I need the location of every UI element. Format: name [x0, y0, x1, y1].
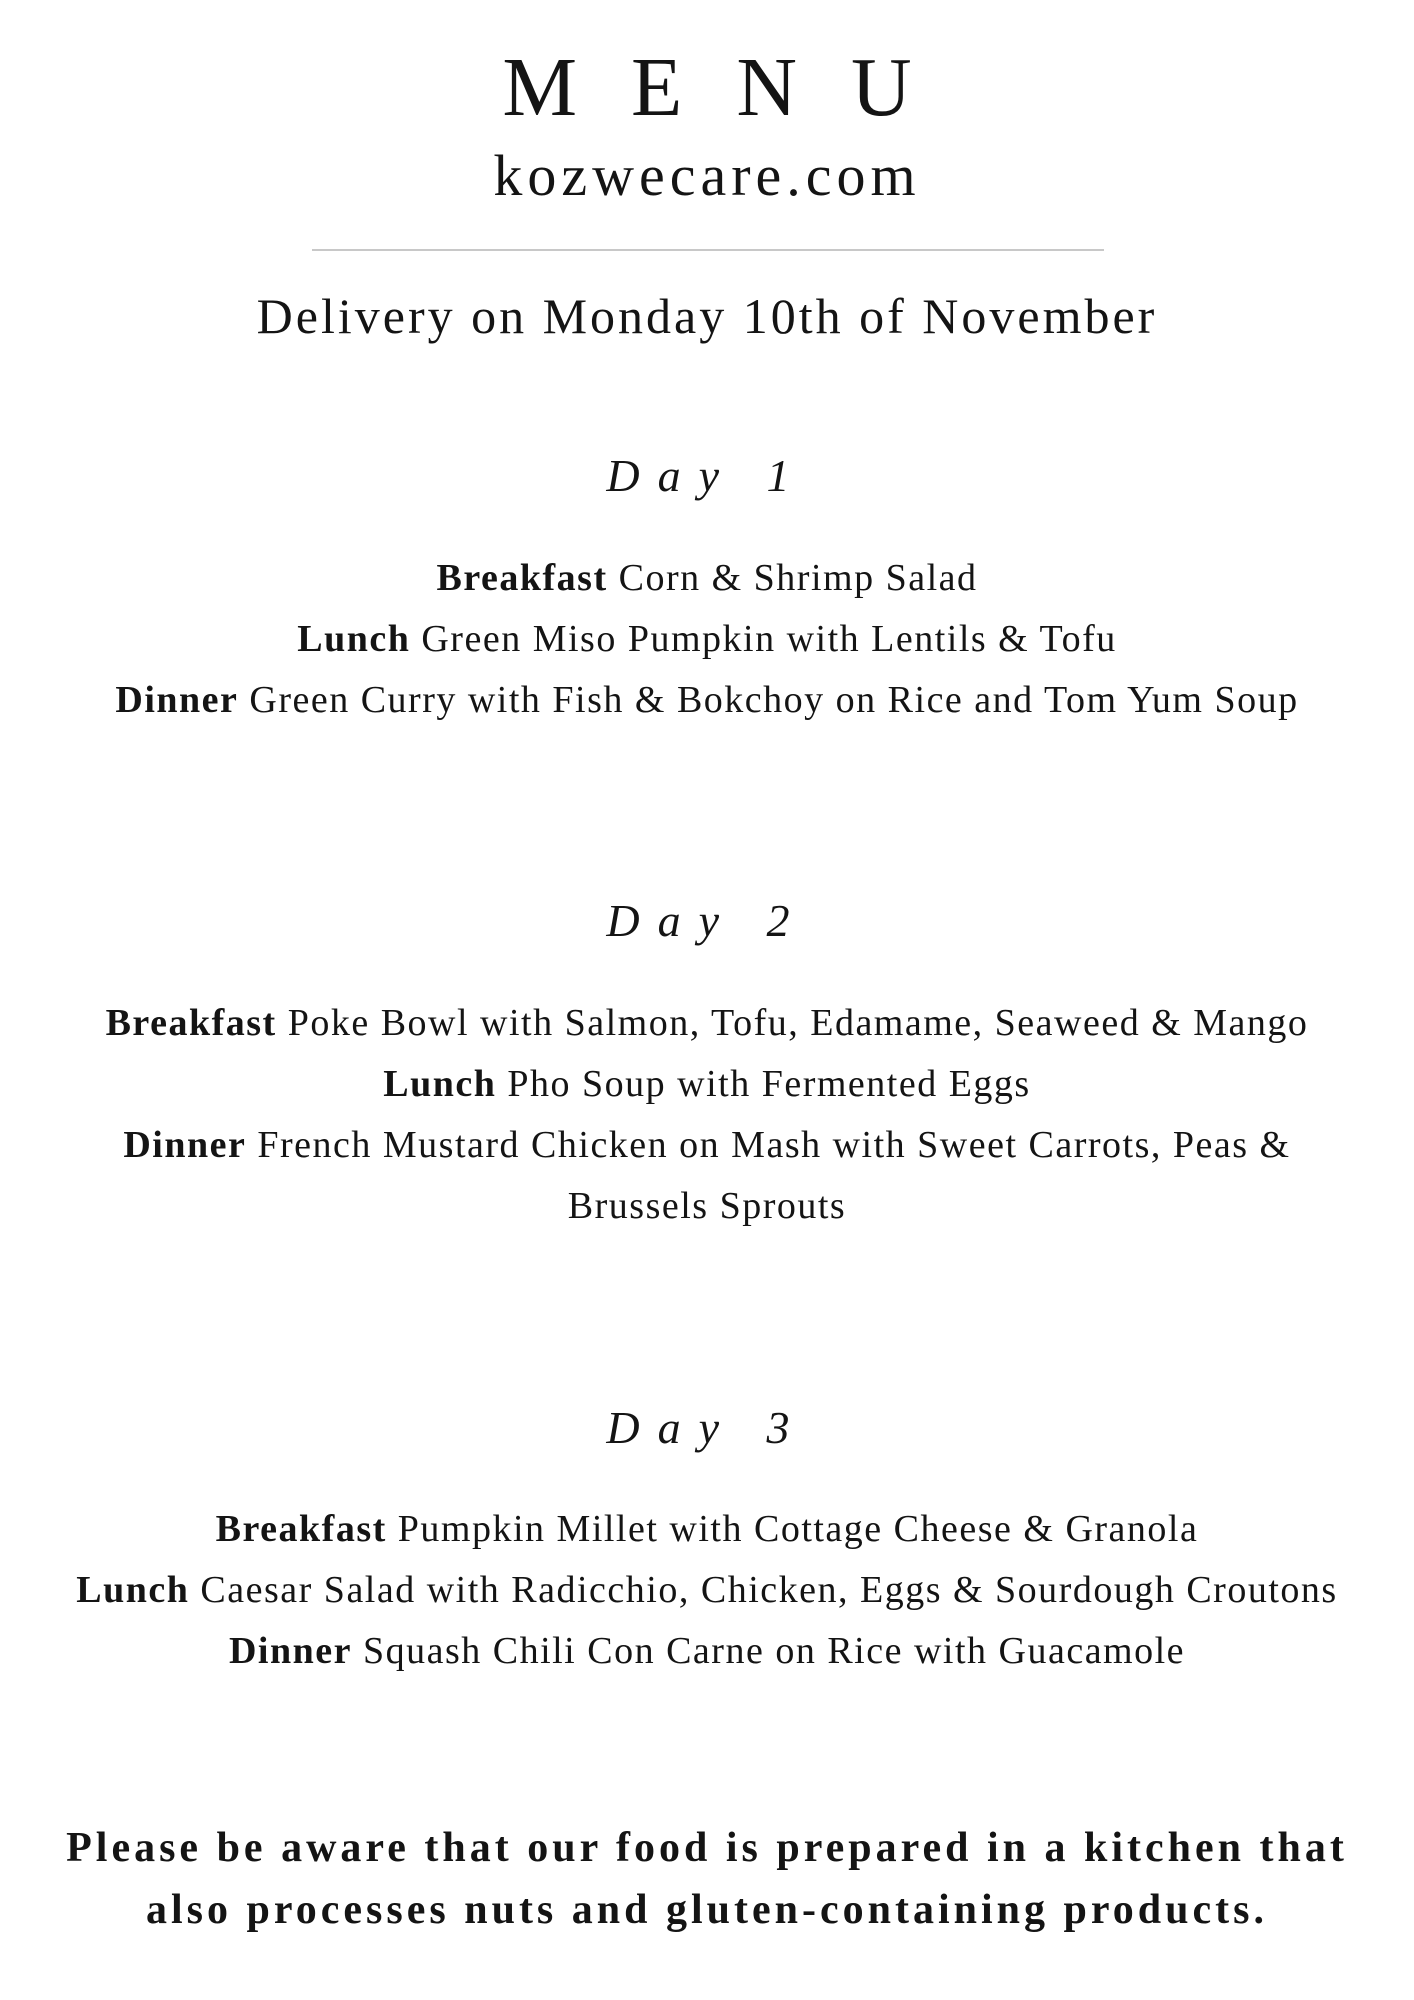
day-3-title: Day 3	[606, 1402, 808, 1453]
meal-dish: Pumpkin Millet with Cottage Cheese & Granola	[397, 1508, 1199, 1550]
meal-breakfast	[60, 548, 1354, 609]
meal-lunch	[60, 609, 1354, 670]
day-1-meals	[60, 548, 1354, 731]
meal-dinner	[60, 1621, 1354, 1682]
day-1-title: Day 1	[606, 450, 808, 501]
day-3-meals	[60, 1499, 1354, 1682]
meal-label: Breakfast	[105, 1002, 277, 1044]
meal-dish: Green Miso Pumpkin with Lentils & Tofu	[421, 618, 1117, 660]
meal-lunch	[60, 1560, 1354, 1621]
meal-lunch	[60, 1054, 1354, 1115]
delivery-date: Delivery on Monday 10th of November	[256, 288, 1158, 344]
day-2-title: Day 2	[606, 895, 808, 946]
website-text: kozwecare.com	[493, 143, 921, 208]
meal-label: Lunch	[383, 1063, 497, 1105]
meal-label: Dinner	[123, 1124, 247, 1166]
meal-dish: Poke Bowl with Salmon, Tofu, Edamame, Seaweed & Mango	[287, 1002, 1309, 1044]
meal-dinner	[60, 1115, 1354, 1237]
meal-dish: Caesar Salad with Radicchio, Chicken, Eggs & Sourdough Croutons	[200, 1569, 1338, 1611]
meal-breakfast	[60, 1499, 1354, 1560]
meal-label: Breakfast	[215, 1508, 387, 1550]
meal-dish: Green Curry with Fish & Bokchoy on Rice and Tom Yum Soup	[249, 679, 1299, 721]
meal-breakfast	[60, 993, 1354, 1054]
meal-label: Lunch	[297, 618, 411, 660]
day-2-meals	[60, 993, 1354, 1237]
meal-dish: French Mustard Chicken on Mash with Sweet Carrots, Peas & Brussels Sprouts	[257, 1124, 1291, 1227]
meal-label: Lunch	[76, 1569, 190, 1611]
menu-title: MENU	[502, 41, 966, 134]
divider	[312, 249, 1104, 251]
meal-dish: Corn & Shrimp Salad	[618, 557, 978, 599]
meal-dish: Pho Soup with Fermented Eggs	[507, 1063, 1031, 1105]
meal-dish: Squash Chili Con Carne on Rice with Guacamole	[362, 1630, 1186, 1672]
meal-label: Dinner	[228, 1630, 352, 1672]
meal-dinner	[60, 670, 1354, 731]
meal-label: Breakfast	[436, 557, 608, 599]
allergy-notice: Please be aware that our food is prepared in a kitchen that also processes nuts and gluten-containing products.	[66, 1825, 1348, 1933]
meal-label: Dinner	[115, 679, 239, 721]
